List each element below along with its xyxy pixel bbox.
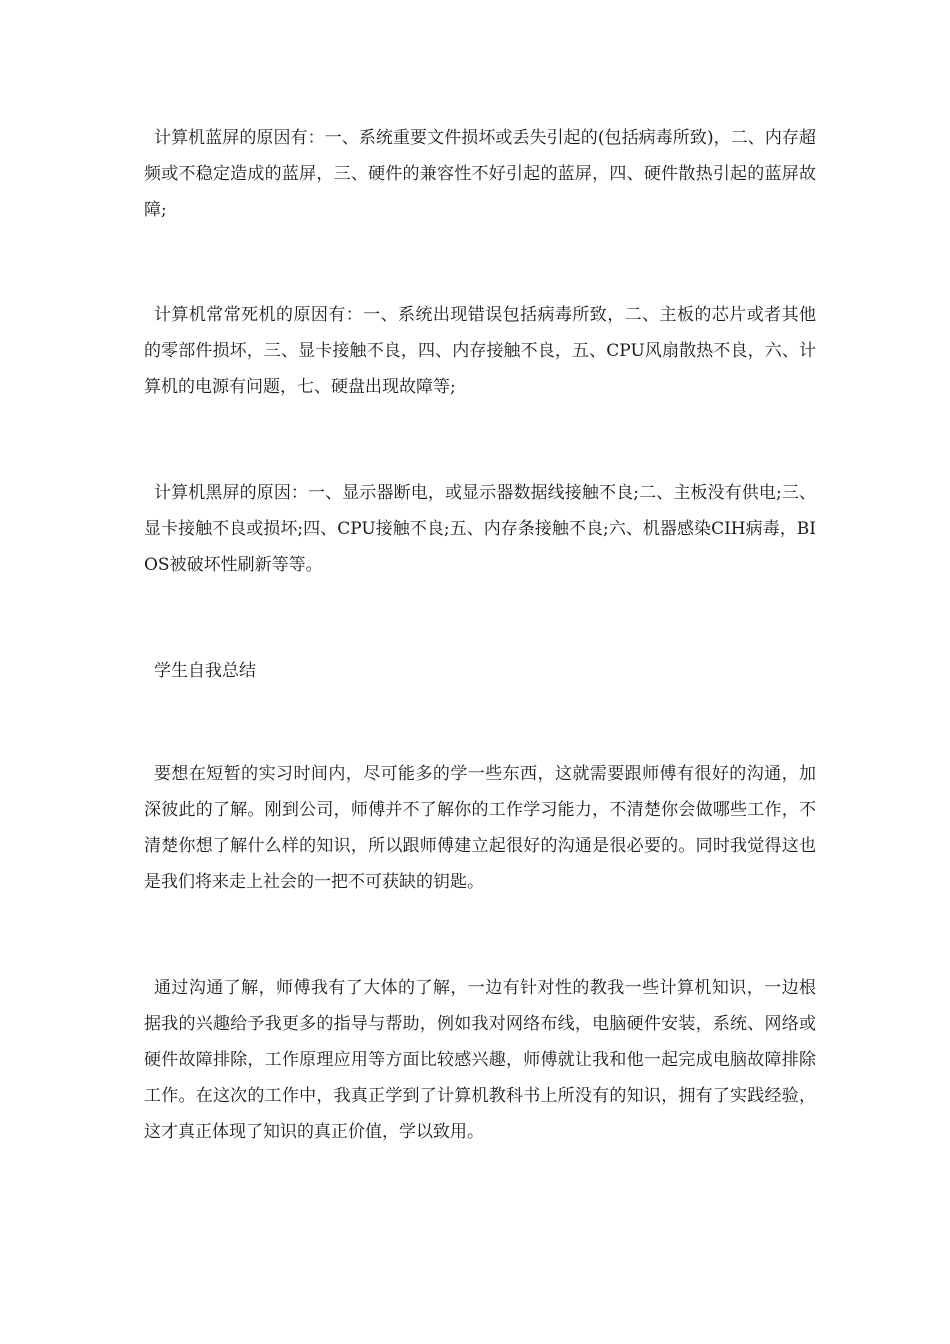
section-heading-self-summary: 学生自我总结 (154, 661, 256, 681)
paragraph-practice-experience: 通过沟通了解，师傅我有了大体的了解，一边有针对性的教我一些计算机知识，一边根据我的兴趣给予我更多的指导与帮助，例如我对网络布线，电脑硬件安装，系统、网络或硬件故障排除，工作原理应用等方面比较感兴趣，师傅就让我和他一起完成电脑故障排除工作。在这次的工作中，我真正学到了计算机教科书上所没有的知识，拥有了实践经验，这才真正体现了知识的真正价值，学以致用。 (144, 978, 816, 1142)
paragraph-black-screen-causes: 计算机黑屏的原因：一、显示器断电，或显示器数据线接触不良;二、主板没有供电;三、显卡接触不良或损坏;四、CPU接触不良;五、内存条接触不良;六、机器感染CIH病毒，BIOS被破坏性刷新等等。 (144, 483, 816, 575)
paragraph-communication: 要想在短暂的实习时间内，尽可能多的学一些东西，这就需要跟师傅有很好的沟通，加深彼此的了解。刚到公司，师傅并不了解你的工作学习能力，不清楚你会做哪些工作，不清楚你想了解什么样的知识，所以跟师傅建立起很好的沟通是很必要的。同时我觉得这也是我们将来走上社会的一把不可获缺的钥匙。 (144, 764, 816, 892)
paragraph-freeze-causes: 计算机常常死机的原因有：一、系统出现错误包括病毒所致，二、主板的芯片或者其他的零部件损坏，三、显卡接触不良，四、内存接触不良，五、CPU风扇散热不良，六、计算机的电源有问题，七、硬盘出现故障等; (144, 305, 816, 397)
paragraph-blue-screen-causes: 计算机蓝屏的原因有：一、系统重要文件损坏或丢失引起的(包括病毒所致)，二、内存超频或不稳定造成的蓝屏，三、硬件的兼容性不好引起的蓝屏，四、硬件散热引起的蓝屏故障; (144, 128, 816, 220)
